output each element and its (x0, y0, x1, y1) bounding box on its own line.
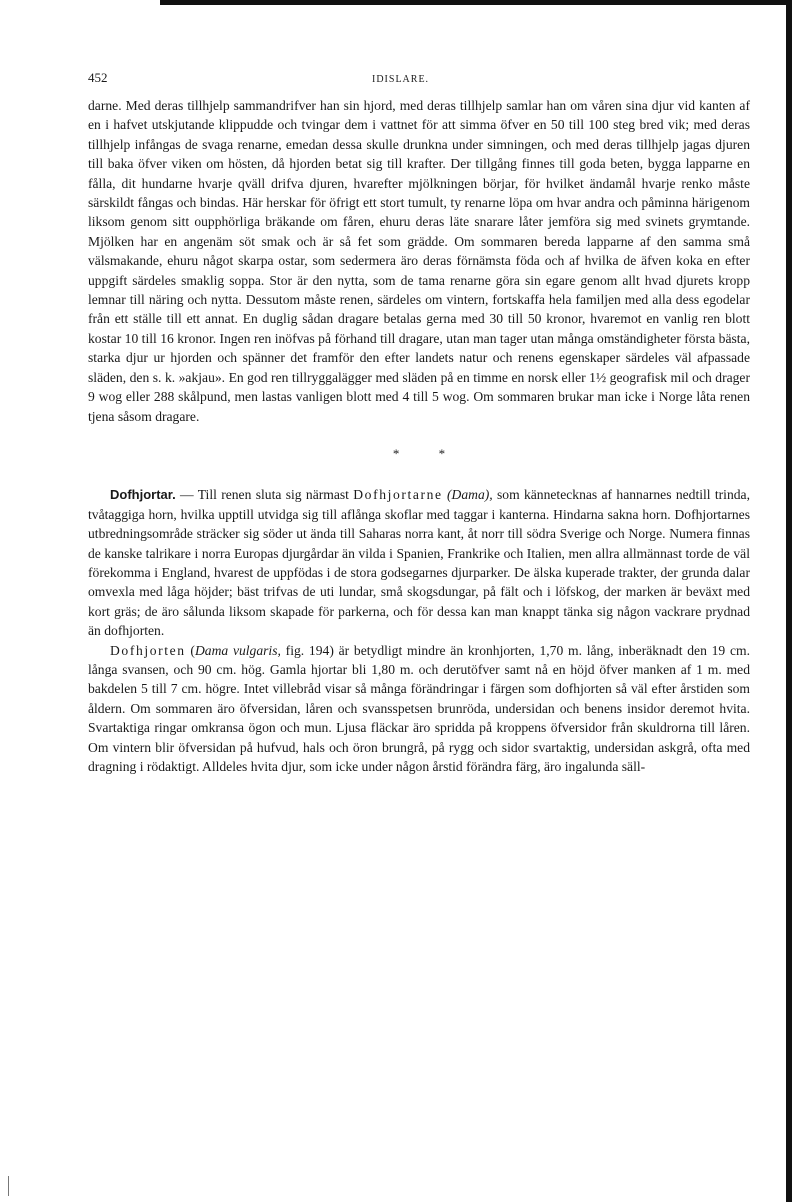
section-separator: * * (392, 445, 464, 461)
paragraph-dofhjorten (88, 641, 750, 777)
intro-latin-name: (Dama), (446, 487, 493, 503)
species-spaced-term: Dofhjorten (110, 642, 186, 658)
intro-text-a: — Till renen sluta sig närmast (175, 487, 354, 503)
species-text-b: fig. 194) är betydligt mindre än kronhjorten, 1,70 m. lång, inberäknadt den 19 cm. långa svansen, och 90 cm. hög. Gamla hjortar bli 1,80 m. och derutöfver samt nå en höjd öfver manken af 1 m. med bakdelen 5 till 7 cm. högre. Intet villebråd visar så många förändringar i färgen som dofhjorten så väl efter årstiden som åldern. Om sommaren äro öfversidan, låren och svansspetsen brunröda, undersidan och benens insidor deremot hvita. Svartaktiga ringar omkransa ögon och mun. Ljusa fläckar äro spridda på kroppens öfversidor från skuldrorna till låren. Om vintern blir öfversidan på hufvud, hals och öron brungrå, på rygg och sidor svartaktig, undersidan askgrå, ofta med dragning i rödaktigt. Alldeles hvita djur, som icke under någon årstid förändra färg, äro ingalunda säll- (88, 642, 750, 774)
section-heading: Dofhjortar. (110, 487, 176, 503)
species-latin-name: Dama vulgaris, (194, 642, 281, 658)
paragraph-reindeer: darne. Med deras tillhjelp sammandrifver han sin hjord, med deras tillhjelp samlar han om våren sina djur vid kanten af en i hafvet utskjutande klippudde och tvingar dem i vattnet för att simma öfver en 50 till 100 steg bred vik; med deras tillhjelp infångas de svaga renarne, emedan dessa skulle drunkna under simningen, och med deras tillhjelp jagas djuren till baka öfver viken om hösten, då hjorden betat sig till krafter. Der tillgång finnes till goda beten, bygga lapparne en fålla, dit hundarne hvarje qväll drifva djuren, hvarefter mjölkningen börjar, för hvilket ändamål hvarje renko måste särskildt fångas och bindas. Här herskar för öfrigt ett stort tumult, ty renarne löpa om hvar andra och påminna härigenom liksom genom sitt oupphörliga bräkande om fåren, ehuru deras läte snarare låter jemföra sig med svinets grymtande. Mjölken har en angenäm söt smak och är så fet som grädde. Om sommaren bereda lapparne af den samma små välsmakande, ehuru något skarpa ostar, som sedermera äro deras förnämsta föda och af hvilka de äfven koka en efter uppgift särdeles smaklig soppa. Stor är den nytta, som de tama renarne göra sin egare genom allt hvad djurets kropp lemnar till näring och nytta. Dessutom måste renen, särdeles om vintern, fortskaffa hela familjen med alla dess egodelar från ett ställe till ett annat. En duglig sådan dragare betalas gerna med 30 till 50 kronor, hvaremot en vanlig ren blott kostar 10 till 16 kronor. Ingen ren inöfvas på förhand till dragare, utan man tager utan många omständigheter första bästa, starka djur ur hjorden och spänner det framför den efter landets natur och renens egenskaper särdeles väl afpassade släden, den s. k. »akjau». En god ren tillryggalägger med släden på en timme en norsk eller 1½ geografisk mil och drager 9 wog eller 288 skålpund, men lastas vanligen blott med 4 till 5 wog. Om sommaren brukar man icke i Norge låta renen tjena såsom dragare. (88, 98, 750, 424)
paragraph-dofhjortar-intro (88, 485, 750, 640)
species-text-a: ( (185, 642, 195, 658)
page-header (88, 70, 750, 96)
intro-spaced-term: Dofhjortarne (353, 487, 443, 503)
book-page (88, 70, 750, 776)
top-edge-rule (160, 0, 792, 5)
page-number: 452 (88, 70, 108, 85)
left-margin-mark (8, 1176, 9, 1196)
intro-text-c: som kännetecknas af hannarnes nedtill trinda, tvåtaggiga horn, hvilka upptill utvidga sig till aflånga skoflar med taggar i kanterna. Hindarna sakna horn. Dofhjortarnes utbredningsområde sträcker sig söder ut ända till Saharas norra kant, åt norr till södra Sverige och Norge. Numera finnas de kanske talrikare i norra Europas djurgårdar än vilda i Spanien, Frankrike och Italien, men allra allmännast torde de väl förekomma i England, hvarest de uppfödas i de stora godsegarnes djurparker. De älska kuperade trakter, der grunda dalar omvexla med låga höjder; bäst trifvas de uti lundar, små skogsdungar, på fält och i löfskog, der marken är beväxt med kort gräs; de äro sålunda liksom skapade för parkerna, och för dessa kan man knappt tänka sig någon vackrare prydnad än dofhjorten. (88, 487, 750, 639)
body-text (88, 96, 750, 776)
running-title: IDISLARE. (372, 74, 430, 85)
right-edge-border (786, 0, 792, 1202)
